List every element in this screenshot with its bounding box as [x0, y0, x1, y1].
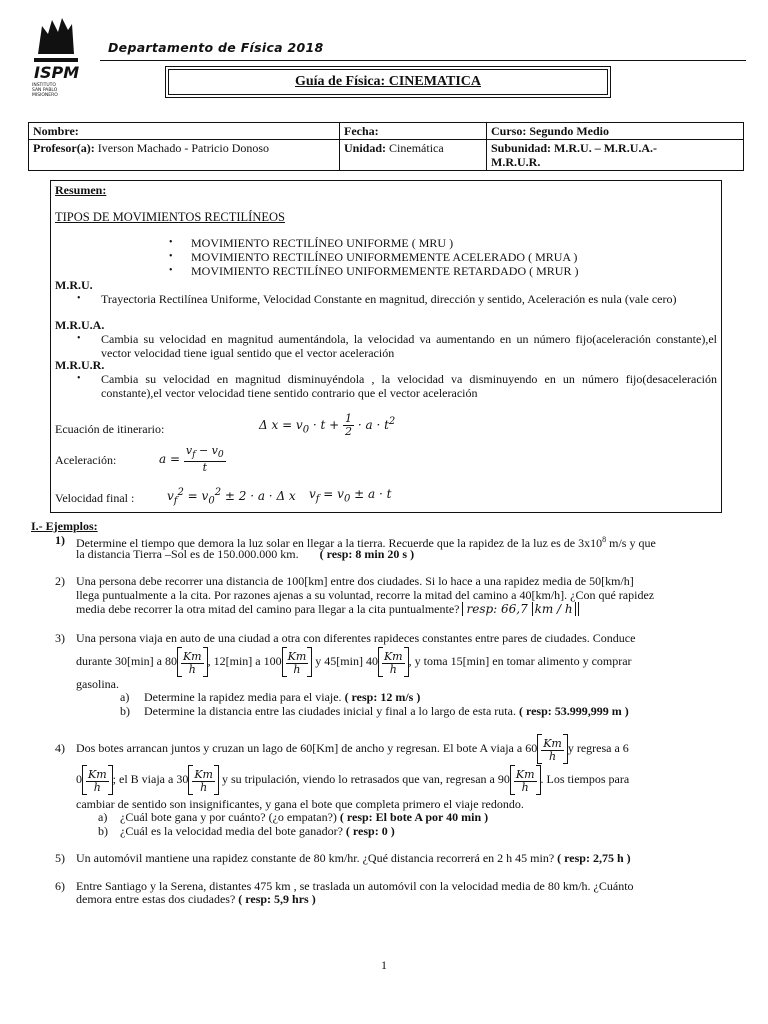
- example-2-line2: llega puntualmente a la cita. Por razones ajenas a su voluntad, recorre la mitad del camino a 40[km/h]. ¿Con qué rapidez: [76, 588, 655, 602]
- bullet-icon: •: [169, 251, 173, 262]
- school-logo: [28, 14, 100, 98]
- svg-text:SAN PABLO: SAN PABLO: [32, 88, 58, 93]
- aceleracion-equation: a = $\frac{v_f - v_0}{t}$: [159, 444, 224, 475]
- bullet-icon: •: [77, 373, 81, 384]
- logo-text: ISPM: [34, 63, 80, 82]
- example-4-line3: cambiar de sentido son insignificantes, y gana el bote que completa primero el viaje redondo.: [76, 797, 524, 811]
- department-title: Departamento de Física 2018: [108, 40, 324, 55]
- example-1-line2: la distancia Tierra –Sol es de 150.000.000 km. ( resp: 8 min 20 s ): [76, 547, 415, 561]
- nombre-cell: Nombre:: [29, 123, 340, 140]
- velocidad-equation-1: $v_f^2 = v_0^2 \pm 2 \cdot a \cdot \Delta$ x: [167, 487, 296, 507]
- example-5-number: 5): [55, 851, 65, 865]
- example-1-line1: Determine el tiempo que demora la luz solar en llegar a la tierra. Recuerde que la rapidez de la luz es de $3x10^8$ m/s y que: [76, 535, 656, 550]
- header-rule: [100, 60, 746, 61]
- guide-title: Guía de Física: CINEMATICA: [168, 69, 608, 95]
- velocidad-label: Velocidad final :: [55, 491, 135, 505]
- example-6-line1: Entre Santiago y la Serena, distantes 475 km , se traslada un automóvil con la velocidad media de 80 km/h. ¿Cuánto: [76, 879, 634, 893]
- example-6-line2: demora entre estas dos ciudades? ( resp: 5,9 hrs ): [76, 892, 316, 906]
- example-3-line2: durante 30[min] a 80 $\frac{Km}{h}$ , 12[min] a 100 $\frac{Km}{h}$ y 45[min] 40 $\frac{Km}{h}$ , y toma 15[min] en tomar alimento y comprar: [76, 646, 632, 677]
- svg-text:INSTITUTO: INSTITUTO: [32, 83, 56, 88]
- profesor-cell: Profesor(a): Iverson Machado - Patricio Donoso: [29, 140, 340, 171]
- examples-heading: I.- Ejemplos:: [31, 519, 98, 533]
- summary-heading: TIPOS DE MOVIMIENTOS RECTILÍNEOS: [55, 210, 285, 224]
- example-3-number: 3): [55, 631, 65, 645]
- type-mru: MOVIMIENTO RECTILÍNEO UNIFORME ( MRU ): [191, 236, 454, 250]
- type-mrur: MOVIMIENTO RECTILÍNEO UNIFORMEMENTE RETARDADO ( MRUR ): [191, 264, 579, 278]
- bullet-icon: •: [77, 333, 81, 344]
- itinerario-equation: Δ $x = v_0 \cdot t$ + $\frac{1}{2}$ · $a \cdot t^2$: [259, 412, 396, 438]
- example-4b-label: b): [98, 824, 108, 838]
- bullet-icon: •: [77, 293, 81, 304]
- subunidad-cell: Subunidad: M.R.U. – M.R.U.A.- M.R.U.R.: [487, 140, 744, 171]
- bullet-icon: •: [169, 265, 173, 276]
- svg-text:MISIONERO: MISIONERO: [32, 93, 58, 98]
- example-2-line1: Una persona debe recorrer una distancia de 100[km] entre dos ciudades. Si lo hace a una rapidez media de 50[km/h]: [76, 574, 634, 588]
- example-3-line1: Una persona viaja en auto de una ciudad a otra con diferentes rapideces constantes entre pares de ciudades. Conduce: [76, 631, 636, 645]
- mru-text: Trayectoria Rectilínea Uniforme, Velocidad Constante en magnitud, dirección y sentido, Aceleración es nula (vale cero): [101, 292, 677, 306]
- example-2-number: 2): [55, 574, 65, 588]
- example-3a-label: a): [120, 690, 130, 704]
- example-2-line3: media debe recorrer la otra mitad del camino para llegar a la cita puntualmente? resp: 66,7 km / h: [76, 602, 579, 616]
- example-3b: Determine la distancia entre las ciudades inicial y final a lo largo de esta ruta. ( resp: 53.999,999 m ): [144, 704, 629, 718]
- example-4b: ¿Cuál es la velocidad media del bote ganador? ( resp: 0 ): [120, 824, 395, 838]
- mrur-text: Cambia su velocidad en magnitud disminuyéndola , la velocidad va disminuyendo en un número fijo(desaceleración constante),el vector velocidad tiene sentido contrario que el vector aceleración: [101, 372, 717, 400]
- type-mrua: MOVIMIENTO RECTILÍNEO UNIFORMEMENTE ACELERADO ( MRUA ): [191, 250, 578, 264]
- curso-cell: Curso: Segundo Medio: [487, 123, 744, 140]
- mrua-label: M.R.U.A.: [55, 318, 105, 332]
- example-4a: ¿Cuál bote gana y por cuánto? (¿o empatan?) ( resp: El bote A por 40 min ): [120, 810, 489, 824]
- mrua-text: Cambia su velocidad en magnitud aumentándola, la velocidad va aumentando en un número fijo(aceleración constante),el vector velocidad tiene igual sentido que el vector aceleración: [101, 332, 717, 360]
- summary-box: [50, 180, 722, 513]
- unidad-cell: Unidad: Cinemática: [340, 140, 487, 171]
- mrur-label: M.R.U.R.: [55, 358, 105, 372]
- aceleracion-label: Aceleración:: [55, 453, 117, 467]
- example-3a: Determine la rapidez media para el viaje. ( resp: 12 m/s ): [144, 690, 421, 704]
- example-4-line1: Dos botes arrancan juntos y cruzan un lago de 60[Km] de ancho y regresan. El bote A viaja a 60 $\frac{Km}{h}$ y regresa a 6: [76, 733, 629, 764]
- example-1-number: 1): [55, 533, 65, 547]
- fecha-cell: Fecha:: [340, 123, 487, 140]
- velocidad-equation-2: $v_f = v_0 \pm a \cdot t$: [309, 487, 392, 505]
- info-table: [28, 122, 744, 171]
- bullet-icon: •: [169, 237, 173, 248]
- example-5: Un automóvil mantiene una rapidez constante de 80 km/hr. ¿Qué distancia recorrerá en 2 h 45 min? ( resp: 2,75 h ): [76, 851, 631, 865]
- example-6-number: 6): [55, 879, 65, 893]
- example-4a-label: a): [98, 810, 108, 824]
- example-4-line2: 0 $\frac{Km}{h}$ ; el B viaja a 30 $\frac{Km}{h}$ y su tripulación, viendo lo retrasados que van, regresan a 90 $\frac{Km}{h}$ . Los tiempos para: [76, 764, 629, 795]
- example-3-line3: gasolina.: [76, 677, 119, 691]
- mru-label: M.R.U.: [55, 278, 93, 292]
- summary-label: Resumen:: [55, 183, 107, 197]
- example-4-number: 4): [55, 741, 65, 755]
- example-3b-label: b): [120, 704, 130, 718]
- page-number: 1: [381, 958, 387, 972]
- itinerario-label: Ecuación de itinerario:: [55, 422, 165, 436]
